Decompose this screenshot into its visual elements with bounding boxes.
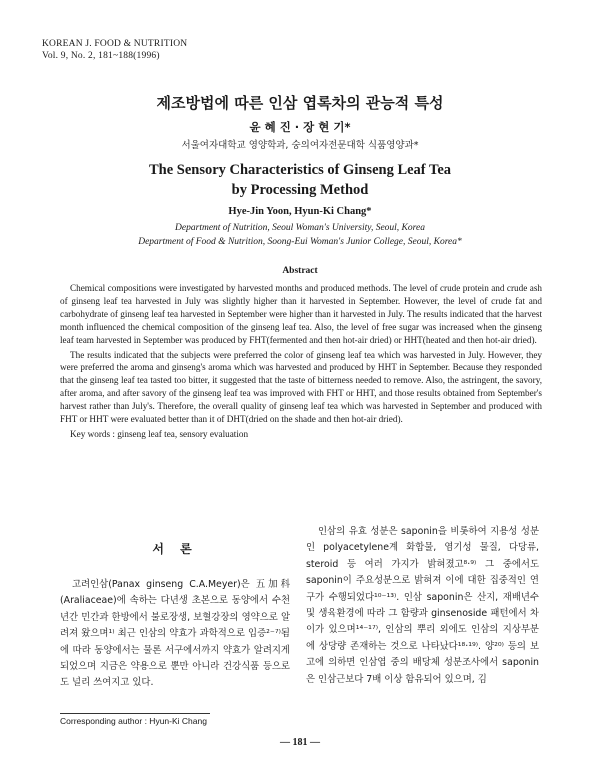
section-heading-introduction: 서 론 [152,542,198,556]
intro-right-text: 인삼의 유효 성분은 saponin을 비롯하여 지용성 성분인 polyacetylene계 화합물, 염기성 물질, 다당류, steroid 등 여러 가지가 밝혀졌고⁸·⁹⁾ 그 중에서도 saponin이 주요성분으로 밝혀져 이에 대한 집중적인 연구가 수행되었다¹⁰⁻¹³⁾. 인삼 saponin은 산지, 재배년수 및 생육환경에 따라 그 함량과 ginsenoside 패턴에서 차이가 있으며¹⁴⁻¹⁷⁾, 인삼의 뿌리 외에도 인삼의 지상부분에 상당량 존재하는 것으로 나타났다¹⁸·¹⁹⁾. 양²⁰⁾ 등의 보고에 의하면 인삼엽 중의 배당체 성분조사에서 saponin은 인삼근보다 7배 이상 함유되어 있으며, 김 [306,526,539,685]
abstract-paragraph-1: Chemical compositions were investigated by harvested months and produced methods. The level of crude protein and crude ash of ginseng leaf tea harvested in July was slightly higher than it harvested in September. However, the level of crude fat and carbohydrate of ginseng leaf tea harvested in September were higher than it harvested in July. The results indicated that the harvest month influenced the chemical composition of the ginseng leaf tea. Also, the level of free sugar was increased when the ginseng leaf team harvested in September was produced by FHT(fermented and then hot-air dried) or HHT(heated and then hot-air dried). [60,283,542,345]
journal-name: KOREAN J. FOOD & NUTRITION [42,39,188,49]
keywords: Key words : ginseng leaf tea, sensory evaluation [70,428,249,439]
footnote-rule [60,713,210,714]
journal-volume: Vol. 9, No. 2, 181~188(1996) [42,51,160,61]
korean-affiliation: 서울여자대학교 영양학과, 숭의여자전문대학 식품영양과* [181,140,419,151]
korean-title: 제조방법에 따른 인삼 엽록차의 관능적 특성 [156,94,444,112]
abstract-heading: Abstract [282,266,318,276]
english-affiliation-1: Department of Nutrition, Seoul Woman's University, Seoul, Korea [175,223,425,233]
intro-left-column [60,577,290,692]
english-affiliation-2: Department of Food & Nutrition, Soong-Eui Woman's Junior College, Seoul, Korea* [138,237,462,247]
english-title-line2: by Processing Method [231,182,369,198]
abstract-body [60,282,542,443]
english-authors: Hye-Jin Yoon, Hyun-Ki Chang* [228,206,372,217]
english-title-line1: The Sensory Characteristics of Ginseng Leaf Tea [148,162,452,178]
korean-authors: 윤 혜 진 · 장 현 기* [249,120,351,134]
english-title [0,160,600,200]
journal-header [42,38,187,62]
abstract-paragraph-2: The results indicated that the subjects were preferred the color of ginseng leaf tea which was harvested in July. However, they were preferred the aroma and ginseng's aroma which was harvested and produced by HHT in September. Because they responded that the ginseng leaf tea tasted too bitter, it suggested that the taste of bitterness needed to remove. Also, the astringent, the savory, after aroma, and after savory of the ginseng leaf tea was improved with FHT or HHT, and those results obtained from September's harvest rather than July's. Therefore, the overall quality of ginseng leaf tea which was harvested in September and produced with FHT or HHT were evaluated better than it of DHT(dried on the shade and then hot-air dried). [60,349,542,425]
intro-right-column [306,524,539,688]
footnote-corresponding-author: Corresponding author : Hyun-Ki Chang [60,716,207,726]
page-number: — 181 — [280,737,320,748]
intro-left-text: 고려인삼(Panax ginseng C.A.Meyer)은 五加科(Araliaceae)에 속하는 다년생 초본으로 동양에서 수천년간 민간과 한방에서 불로장생, 보혈강장의 영약으로 알려져 왔으며¹⁾ 최근 인삼의 약효가 과학적으로 입증²⁻⁷⁾됨에 따라 동양에서는 물론 서구에서까지 약효가 알려지게 되었으며 지금은 약용으로 뿐만 아니라 건강식품 등으로도 널리 쓰여지고 있다. [60,579,290,689]
